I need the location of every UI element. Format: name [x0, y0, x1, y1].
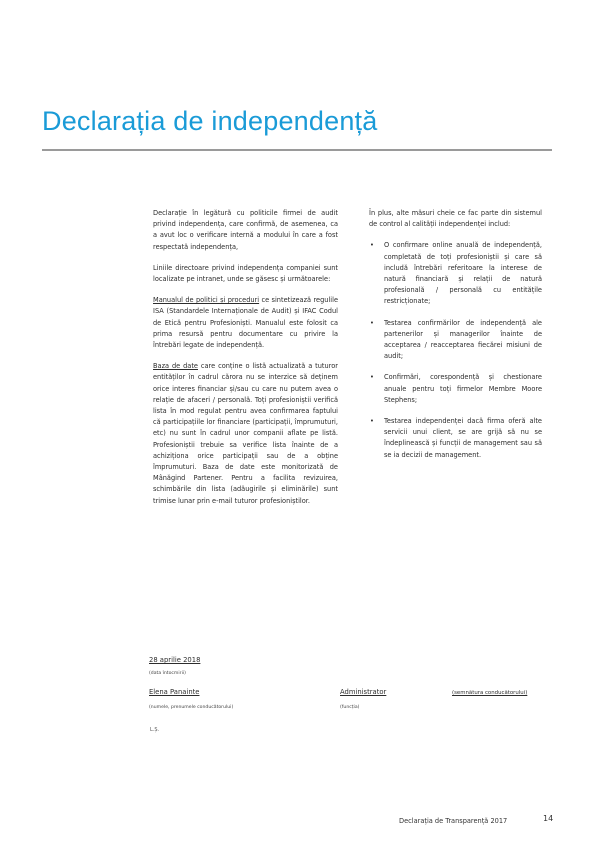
left-column	[153, 208, 338, 517]
list-item	[369, 372, 542, 406]
database-description: care conține o listă actualizată a tuturor entităților în cadrul cărora nu se interzice să deținem orice interes financiar și/sau cu care nu putem avea o relație de afaceri / personală. Toți profesioniștii verifică lista în mod regulat pentru avea confirmarea faptului că participațiile lor financiare (participații, împrumuturi, etc) nu sunt în cadrul unor companii aflate pe listă. Profesioniștii trebuie sa verifice lista înainte de a achiziționa orice participații sau de a obține împrumuturi. Baza de date este monitorizată de Mânăgind Partener. Pentru a facilita revizuirea, schimbările din lista (adăugirile și eliminările) sunt trimise lunar prin e-mail tuturor profesioniștilor.	[153, 362, 338, 505]
manual-description: ce sintetizează regulile ISA (Standardele Internaționale de Audit) și IFAC Codul de Etică pentru Profesioniști. Manualul este folosit ca prima resursă pentru documentare cu privire la întrebări legate de independență.	[153, 296, 339, 350]
page-title: Declarația de independență	[42, 106, 378, 136]
manual-link[interactable]: Manualul de politici și proceduri	[153, 296, 260, 305]
signatory-name-caption: (numele, prenumele conducătorului)	[149, 705, 234, 710]
list-item	[369, 318, 542, 363]
signature-caption: (semnătura conducătorului)	[452, 690, 528, 696]
signatory-name: Elena Panainte	[149, 688, 200, 696]
database-paragraph	[153, 361, 338, 507]
measures-intro: În plus, alte măsuri cheie ce fac parte din sistemul de control al calității independenței includ:	[369, 209, 542, 229]
bullet-icon: •	[370, 417, 374, 426]
manual-paragraph	[153, 295, 338, 351]
footer-title: Declarația de Transparență 2017	[399, 817, 508, 825]
list-item-text: O confirmare online anuală de independență, completată de toți profesioniștii și care să includă întrebări referitoare la interese de natură financiară și relații de natură profesională / personală cu entitățile restricționate;	[384, 241, 542, 306]
bullet-icon: •	[370, 373, 374, 382]
list-item	[369, 240, 542, 307]
signatory-role: Administrator	[340, 688, 387, 696]
list-item	[369, 416, 542, 461]
measures-list	[369, 240, 542, 460]
page-number: 14	[543, 814, 554, 823]
right-column	[369, 208, 542, 471]
bullet-icon: •	[370, 318, 374, 327]
list-item-text: Testarea independenței dacă firma oferă alte servicii unui client, se are grijă să nu se îndeplinească și funcții de management sau să se ia decizii de management.	[384, 417, 542, 459]
signature-date-caption: (data întocmirii)	[149, 671, 186, 676]
statement-paragraph: Declarație în legătură cu politicile firmei de audit privind independența, care confirmă, de asemenea, ca a avut loc o verificare internă a modului în care a fost respectată independența,	[153, 209, 338, 251]
bullet-icon: •	[370, 241, 374, 250]
signature-date: 28 aprilie 2018	[149, 656, 201, 664]
stamp-mark: L.Ș.	[150, 727, 160, 733]
list-item-text: Testarea confirmărilor de independență ale partenerilor și managerilor înainte de acceptarea / reacceptarea fiecărei misiuni de audit;	[384, 318, 542, 361]
title-divider	[42, 149, 552, 151]
list-item-text: Confirmări, corespondență și chestionare anuale pentru toți firmelor Membre Moore Stephens;	[384, 373, 542, 404]
guidelines-paragraph: Liniile directoare privind independența companiei sunt localizate pe intranet, unde se găsesc și următoarele:	[153, 263, 338, 284]
signatory-role-caption: (funcția)	[340, 705, 360, 710]
database-link[interactable]: Baza de date	[153, 362, 198, 371]
